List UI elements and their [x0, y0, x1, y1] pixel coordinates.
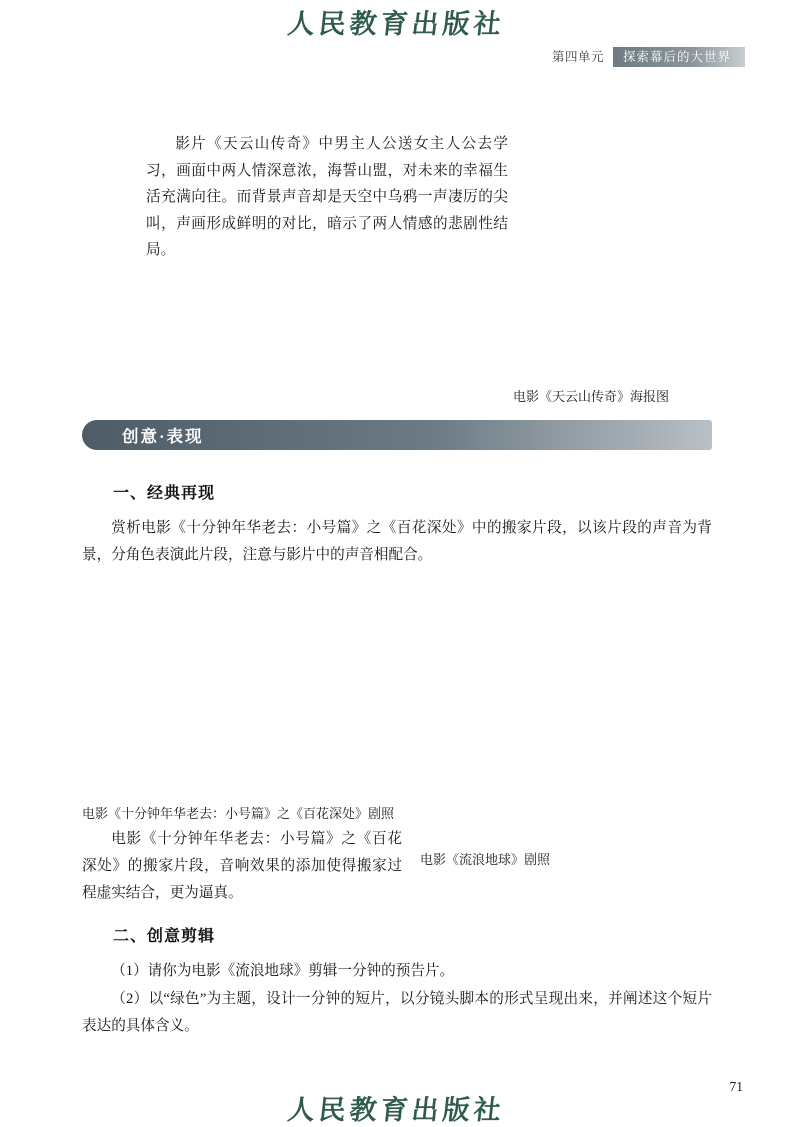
publisher-logo-bottom-text: 人民教育出版社 [286, 1095, 507, 1125]
paragraph-still-note: 电影《十分钟年华老去：小号篇》之《百花深处》的搬家片段，音响效果的添加使得搬家过程虚实结合，更为逼真。 [82, 831, 402, 901]
running-header-unit: 第四单元 [551, 50, 604, 64]
caption-still-one: 电影《十分钟年华老去：小号篇》之《百花深处》剧照 [82, 806, 395, 821]
paragraph-edit-item-one: （1）请你为电影《流浪地球》剪辑一分钟的预告片。 [111, 963, 455, 979]
heading-classic-reproduction: 一、经典再现 [113, 485, 216, 502]
intro-paragraph-text: 影片《天云山传奇》中男主人公送女主人公去学习，画面中两人情深意浓，海誓山盟，对未来的幸福生活充满向往。而背景声音却是天空中乌鸦一声凄厉的尖叫，声画形成鲜明的对比，暗示了两人情感的悲剧性结局。 [146, 136, 508, 258]
section-banner [82, 420, 712, 450]
heading-creative-editing: 二、创意剪辑 [113, 928, 216, 945]
page-number: 71 [729, 1079, 743, 1094]
running-header [552, 47, 745, 67]
paragraph-edit-item-two: （2）以“绿色”为主题，设计一分钟的短片，以分镜头脚本的形式呈现出来，并阐述这个短片表达的具体含义。 [82, 991, 712, 1034]
publisher-logo-top-text: 人民教育出版社 [286, 9, 507, 39]
caption-poster: 电影《天云山传奇》海报图 [513, 389, 670, 404]
running-header-unit-title: 探索幕后的大世界 [613, 47, 745, 67]
publisher-logo-bottom [0, 1088, 793, 1127]
paragraph-classic-reproduction: 赏析电影《十分钟年华老去：小号篇》之《百花深处》中的搬家片段，以该片段的声音为背景，分角色表演此片段，注意与影片中的声音相配合。 [82, 520, 712, 563]
publisher-logo-top [0, 2, 793, 41]
intro-paragraph-block [146, 131, 508, 264]
section-banner-title: 创意·表现 [122, 427, 204, 446]
caption-still-two: 电影《流浪地球》剧照 [420, 852, 551, 867]
